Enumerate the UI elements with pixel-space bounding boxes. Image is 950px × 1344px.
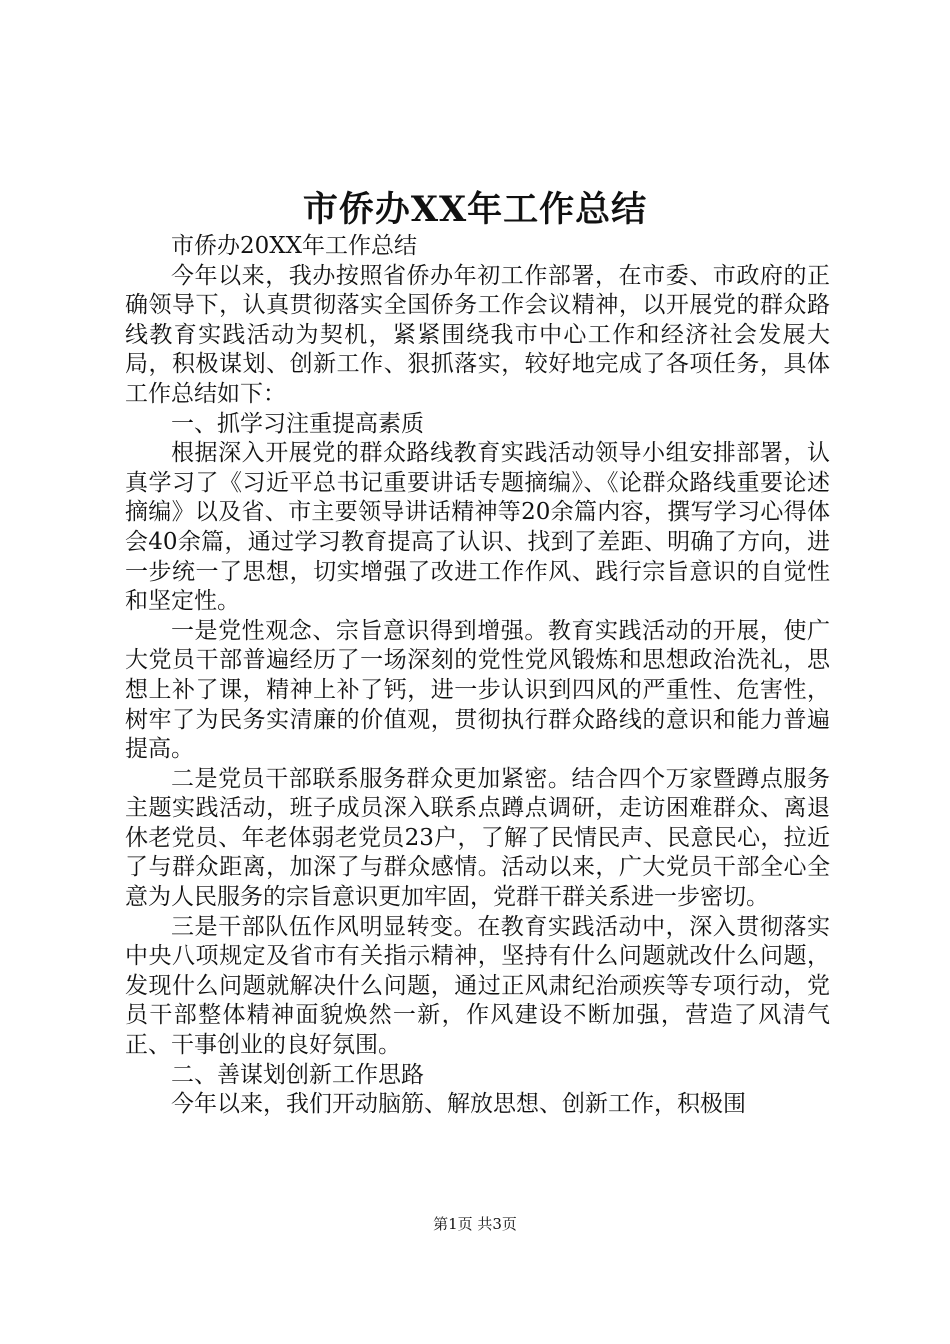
section-heading-2: 二、善谋划创新工作思路 xyxy=(171,1061,424,1088)
body-paragraph: 根据深入开展党的群众路线教育实践活动领导小组安排部署，认真学习了《习近平总书记重要讲话专题摘编》、《论群众路线重要论述摘编》以及省、市主要领导讲话精神等20余篇内容，撰写学习心得体会40余篇，通过学习教育提高了认识、找到了差距、明确了方向，进一步统一了思想，切实增强了改进工作作风、践行宗旨意识的自觉性和坚定性。 xyxy=(125,440,830,615)
body-paragraph: 一是党性观念、宗旨意识得到增强。教育实践活动的开展，使广大党员干部普遍经历了一场深刻的党性党风锻炼和思想政治洗礼，思想上补了课，精神上补了钙，进一步认识到四风的严重性、危害性，树牢了为民务实清廉的价值观，贯彻执行群众路线的意识和能力普遍提高。 xyxy=(125,617,830,763)
document-title: 市侨办XX年工作总结 xyxy=(302,189,648,230)
body-paragraph: 今年以来，我们开动脑筋、解放思想、创新工作，积极围 xyxy=(171,1091,746,1118)
page-number-footer: 第1页 共3页 xyxy=(433,1215,517,1233)
intro-paragraph: 今年以来，我办按照省侨办年初工作部署，在市委、市政府的正确领导下，认真贯彻落实全国侨务工作会议精神，以开展党的群众路线教育实践活动为契机，紧紧围绕我市中心工作和经济社会发展大局，积极谋划、创新工作、狠抓落实，较好地完成了各项任务，具体工作总结如下： xyxy=(125,262,830,407)
document-body xyxy=(125,232,830,1120)
document-subtitle: 市侨办20XX年工作总结 xyxy=(171,233,418,259)
section-heading-1: 一、抓学习注重提高素质 xyxy=(171,410,424,437)
body-paragraph: 二是党员干部联系服务群众更加紧密。结合四个万家暨蹲点服务主题实践活动，班子成员深入联系点蹲点调研，走访困难群众、离退休老党员、年老体弱老党员23户，了解了民情民声、民意民心，拉近了与群众距离，加深了与群众感情。活动以来，广大党员干部全心全意为人民服务的宗旨意识更加牢固，党群干群关系进一步密切。 xyxy=(125,765,830,911)
body-paragraph: 三是干部队伍作风明显转变。在教育实践活动中，深入贯彻落实中央八项规定及省市有关指示精神，坚持有什么问题就改什么问题，发现什么问题就解决什么问题，通过正风肃纪治顽疾等专项行动，党员干部整体精神面貌焕然一新，作风建设不断加强，营造了风清气正、干事创业的良好氛围。 xyxy=(125,913,830,1059)
